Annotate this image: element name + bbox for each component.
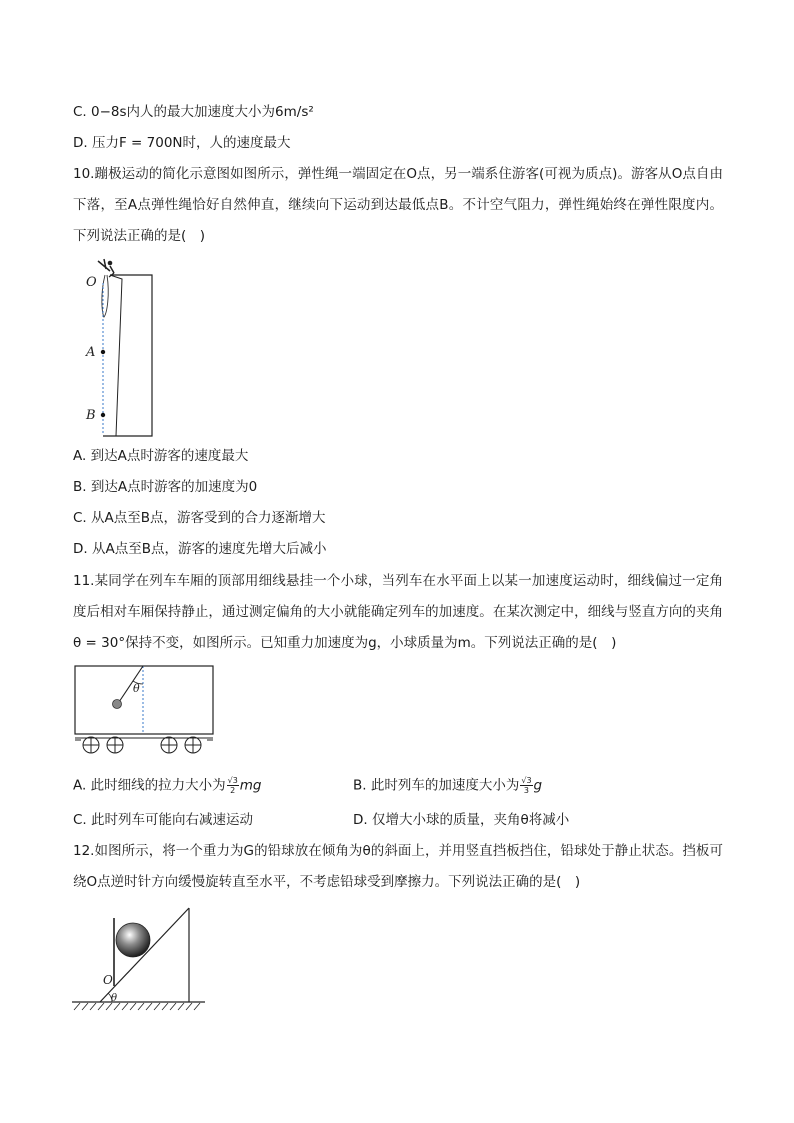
q12-incline-figure <box>70 900 210 1015</box>
label-b: B <box>86 408 96 423</box>
fraction-sqrt3-over-2: $\frac{√3}{2}$ <box>227 776 238 795</box>
q10-option-d: D. 从A点至B点，游客的速度先增大后减小 <box>73 541 327 557</box>
ground-hatch <box>74 1003 200 1010</box>
q10-stem: 10.蹦极运动的简化示意图如图所示，弹性绳一端固定在O点，另一端系住游客(可视为质点)。游客从O点自由下落，至A点弹性绳恰好自然伸直，继续向下运动到达最低点B。不计空气阻力，弹性绳始终在弹性限度内。下列说法正确的是( ) <box>73 166 723 244</box>
lead-ball <box>116 923 150 957</box>
q10-option-c: C. 从A点至B点，游客受到的合力逐渐增大 <box>73 510 326 526</box>
label-a: A <box>86 345 96 360</box>
label-o: O <box>86 275 97 290</box>
q11-option-b: B. 此时列车的加速度大小为 $\frac{√3}{3}$ g <box>353 776 543 795</box>
q9-option-d: D. 压力F = 700N时，人的速度最大 <box>73 135 291 151</box>
jumper-icon <box>98 259 114 277</box>
fraction-sqrt3-over-3: $\frac{√3}{3}$ <box>521 776 532 795</box>
q11-option-c: C. 此时列车可能向右减速运动 <box>73 812 254 828</box>
q11-stem: 11.某同学在列车车厢的顶部用细线悬挂一个小球，当列车在水平面上以某一加速度运动时，细线偏过一定角度后相对车厢保持静止，通过测定偏角的大小就能确定列车的加速度。在某次测定中，细线与竖直方向的夹角θ = 30°保持不变，如图所示。已知重力加速度为g，小球质量为m。下列说法正确的是( ) <box>73 573 723 651</box>
label-o: O <box>103 973 113 987</box>
label-theta: θ <box>111 993 118 1004</box>
ball <box>113 700 122 709</box>
cliff-face <box>110 275 122 436</box>
q10-bungee-figure <box>80 255 160 440</box>
train-car <box>75 666 213 734</box>
point-a <box>101 350 105 354</box>
cliff-outline <box>103 275 152 436</box>
q11-train-figure <box>70 660 220 760</box>
label-theta: θ <box>133 682 140 695</box>
q9-option-c: C. 0−8s内人的最大加速度大小为6m/s² <box>73 104 314 120</box>
q10-option-b: B. 到达A点时游客的加速度为0 <box>73 479 258 495</box>
q11-option-a: A. 此时细线的拉力大小为 $\frac{√3}{2}$ mg <box>73 776 262 795</box>
q10-option-a: A. 到达A点时游客的速度最大 <box>73 448 249 464</box>
q12-stem: 12.如图所示，将一个重力为G的铅球放在倾角为θ的斜面上，并用竖直挡板挡住，铅球处于静止状态。挡板可绕O点逆时针方向缓慢旋转直至水平，不考虑铅球受到摩擦力。下列说法正确的是( ) <box>73 843 723 890</box>
point-b <box>101 413 105 417</box>
q11-option-d: D. 仅增大小球的质量，夹角θ将减小 <box>353 812 570 828</box>
wheels-icon <box>75 737 213 753</box>
